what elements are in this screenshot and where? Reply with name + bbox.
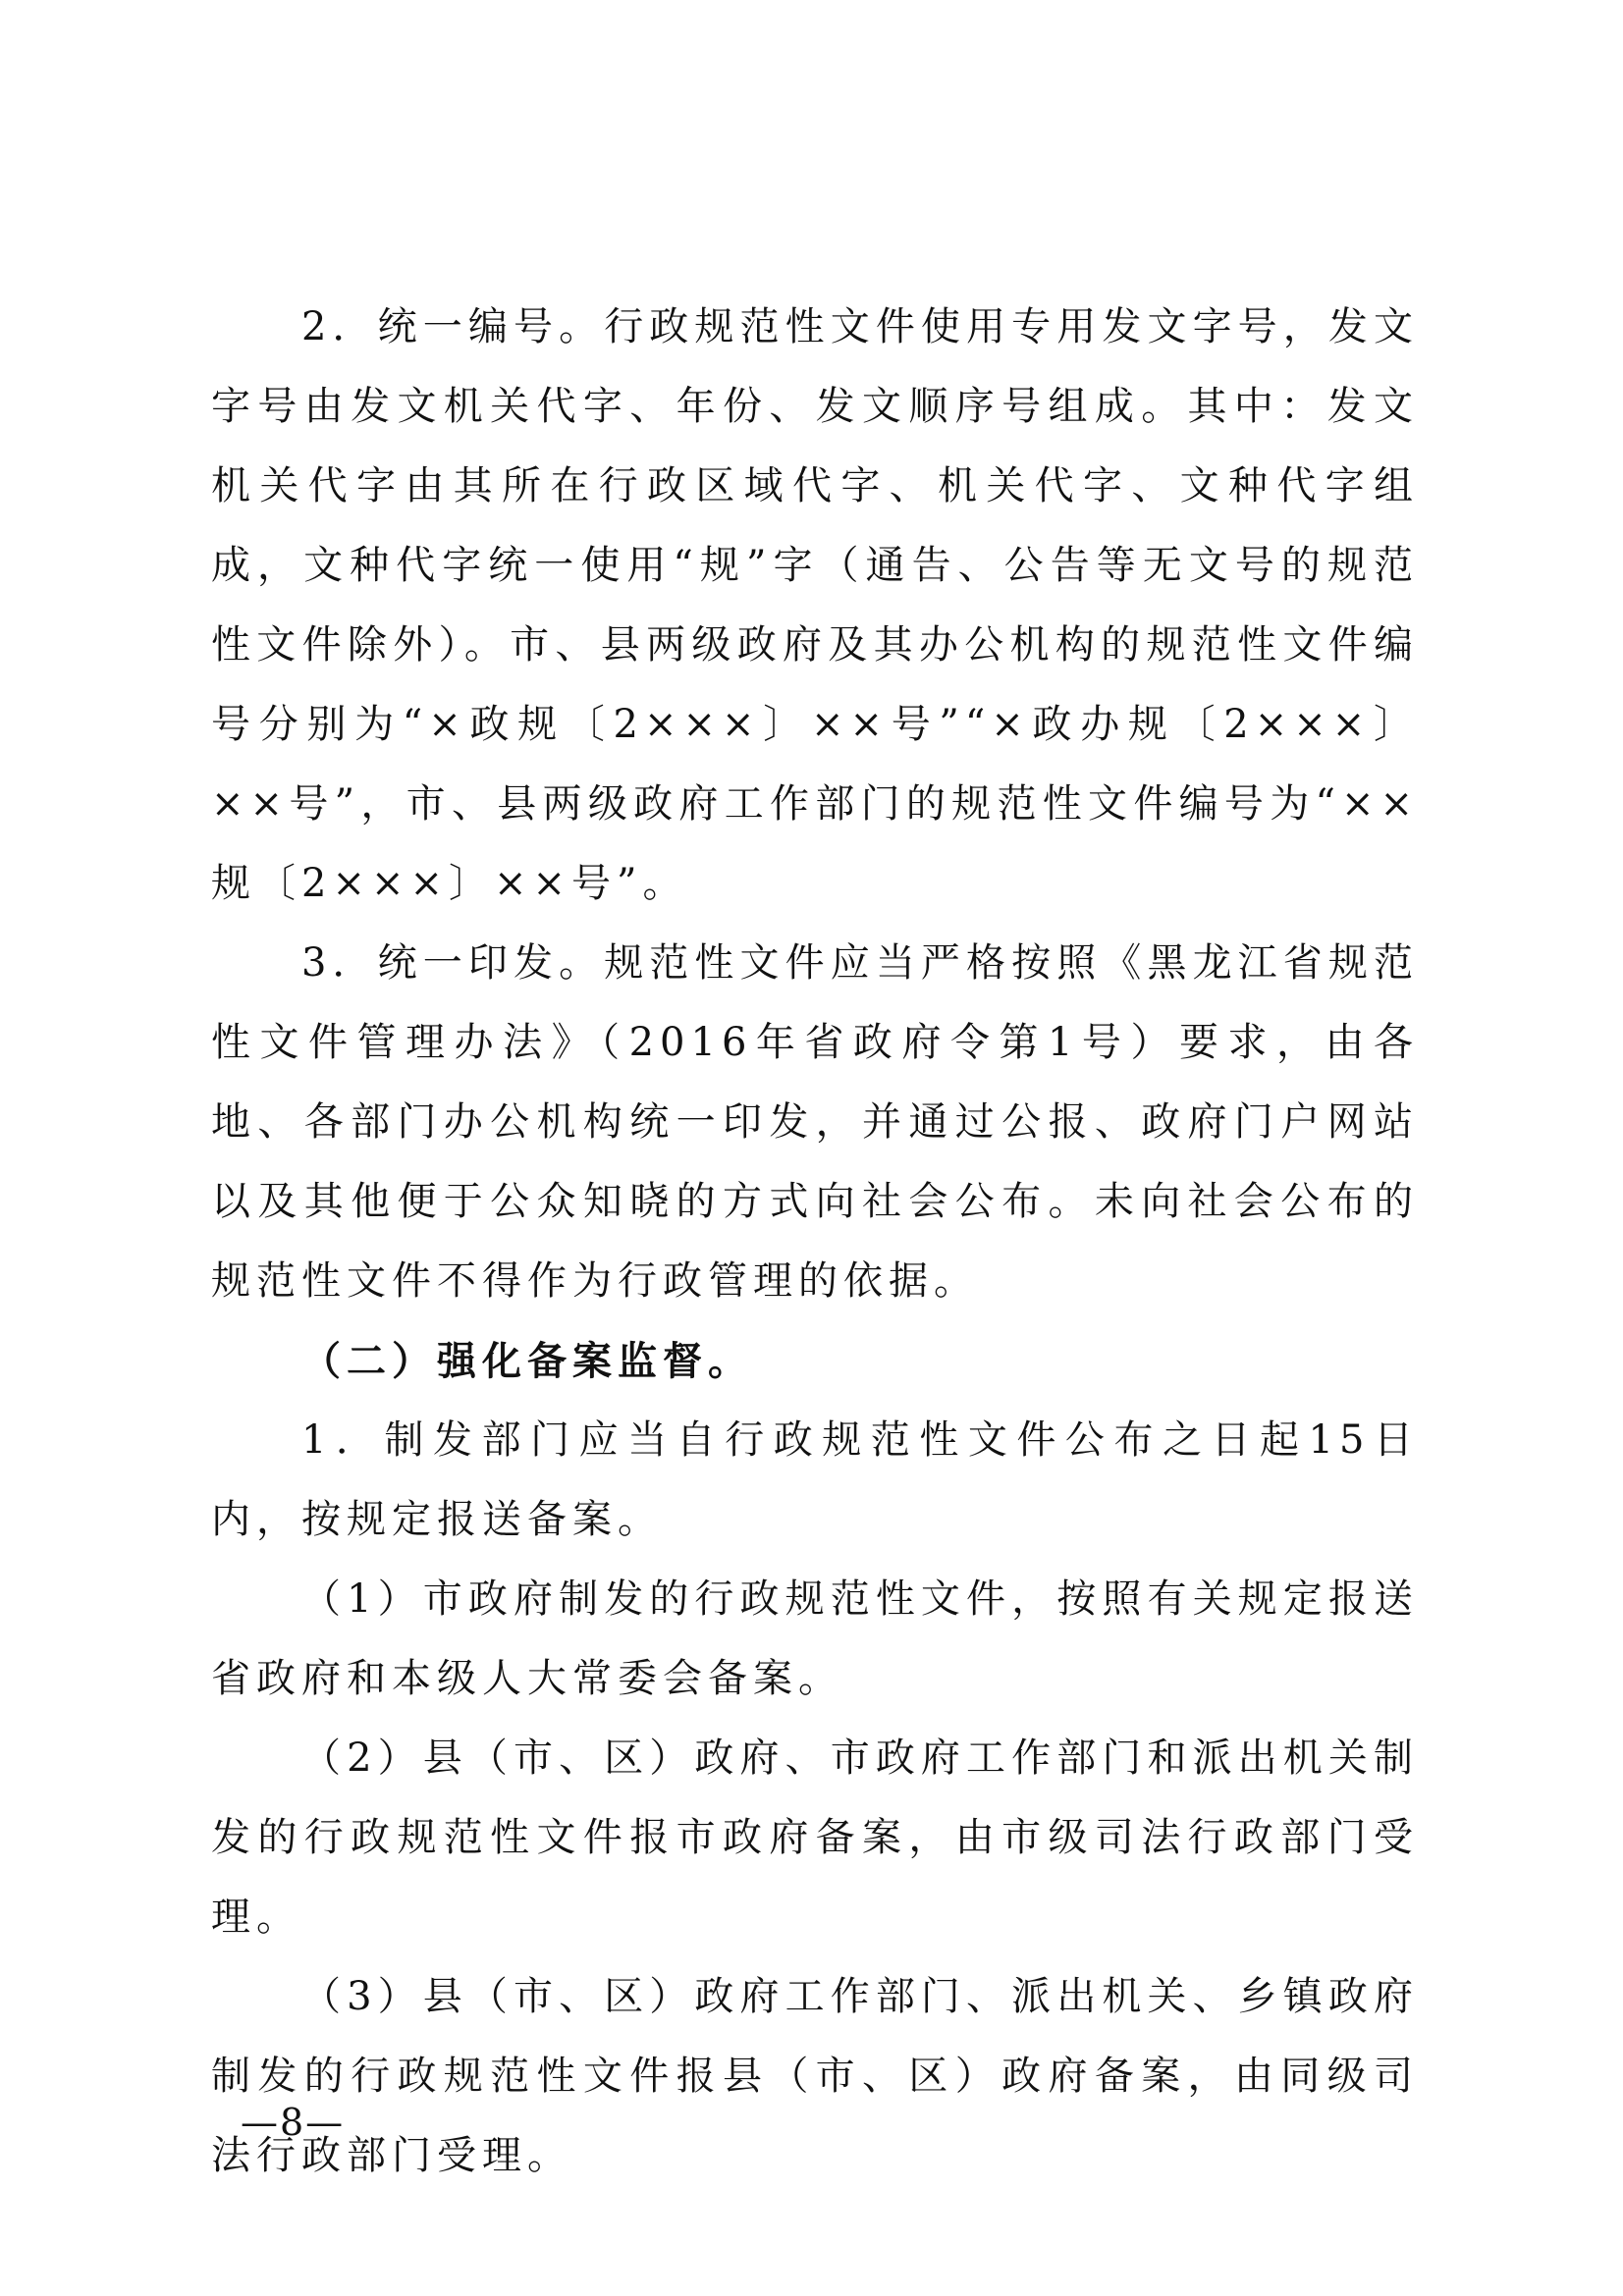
paragraph-filing-item-1: （1）市政府制发的行政规范性文件，按照有关规定报送省政府和本级人大常委会备案。 xyxy=(211,1576,1419,1701)
paragraph-filing-deadline: 1．制发部门应当自行政规范性文件公布之日起15日内，按规定报送备案。 xyxy=(211,1417,1419,1542)
paragraph-unified-numbering: 2．统一编号。行政规范性文件使用专用发文字号，发文字号由发文机关代字、年份、发文顺序号组成。其中：发文机关代字由其所在行政区域代字、机关代字、文种代字组成，文种代字统一使用“规”字（通告、公告等无文号的规范性文件除外）。市、县两级政府及其办公机构的规范性文件编号分别为“×政规〔2×××〕××号”“×政办规〔2×××〕××号”，市、县两级政府工作部门的规范性文件编号为“××规〔2×××〕××号”。 xyxy=(211,304,1419,906)
document-body xyxy=(211,288,1419,2196)
section-heading-filing-supervision: （二）强化备案监督。 xyxy=(301,1338,753,1384)
paragraph-unified-issuance: 3．统一印发。规范性文件应当严格按照《黑龙江省规范性文件管理办法》（2016年省政府令第1号）要求，由各地、各部门办公机构统一印发，并通过公报、政府门户网站以及其他便于公众知晓的方式向社会公布。未向社会公布的规范性文件不得作为行政管理的依据。 xyxy=(211,940,1419,1304)
paragraph-filing-item-3: （3）县（市、区）政府工作部门、派出机关、乡镇政府制发的行政规范性文件报县（市、区）政府备案，由同级司法行政部门受理。 xyxy=(211,1974,1419,2178)
page-number: —8— xyxy=(241,2101,346,2144)
paragraph-filing-item-2: （2）县（市、区）政府、市政府工作部门和派出机关制发的行政规范性文件报市政府备案，由市级司法行政部门受理。 xyxy=(211,1735,1419,1940)
